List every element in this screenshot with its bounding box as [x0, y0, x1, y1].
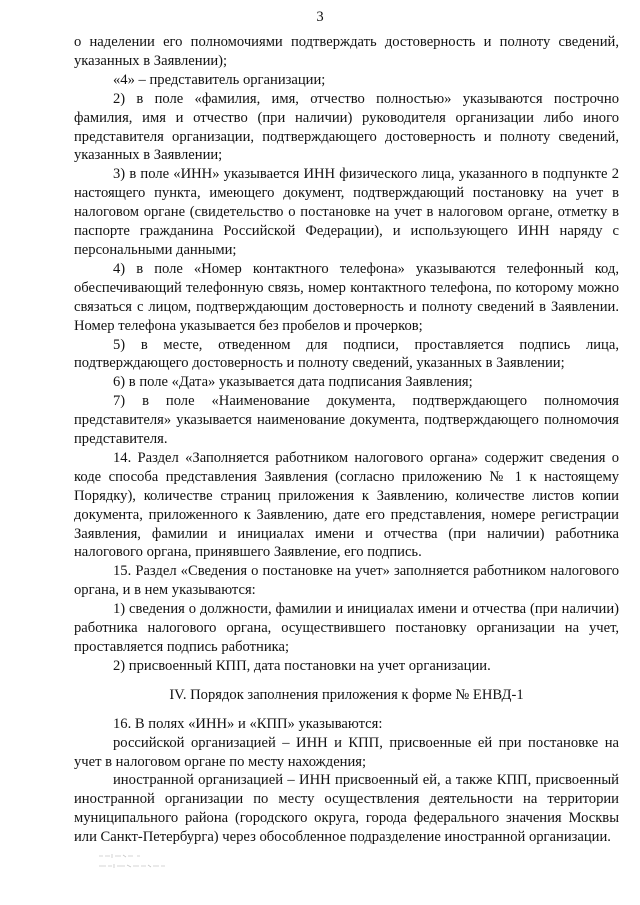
document-body	[74, 33, 619, 847]
paragraph: 15. Раздел «Сведения о постановке на учет» заполняется работником налогового органа, и в нем указываются:	[74, 563, 619, 599]
spacer	[74, 676, 619, 686]
paragraph: 7) в поле «Наименование документа, подтверждающего полномочия представителя» указывается наименование документа, подтверждающего полномочия представителя.	[74, 393, 619, 448]
paragraph: 2) в поле «фамилия, имя, отчество полностью» указываются построчно фамилия, имя и отчество (при наличии) руководителя организации либо иного представителя организации, подтверждающего достоверность и полноту сведений, указанных в Заявлении;	[74, 90, 619, 164]
paragraph: 2) присвоенный КПП, дата постановки на учет организации.	[113, 657, 491, 674]
registration-stamp-image	[72, 851, 232, 873]
paragraph: 5) в месте, отведенном для подписи, проставляется подпись лица, подтверждающего достоверность и полноту сведений, указанных в Заявлении;	[74, 336, 619, 372]
paragraph: «4» – представитель организации;	[113, 71, 326, 88]
paragraph: 14. Раздел «Заполняется работником налогового органа» содержит сведения о коде способа представления Заявления (согласно приложению № 1 к настоящему Порядку), количестве страниц приложения к Заявлению, количестве листов копии документа, приложенного к Заявлению, дате его представления, номере регистрации Заявления, фамилии и инициалах имени и отчества (при наличии) работника налогового органа, принявшего Заявление, его подпись.	[74, 449, 619, 561]
paragraph: 4) в поле «Номер контактного телефона» указываются телефонный код, обеспечивающий телефонную связь, номер контактного телефона, по которому можно связаться с лицом, подтверждающим достоверность и полноту сведений в Заявлении. Номер телефона указывается без пробелов и прочерков;	[74, 260, 619, 334]
paragraph: 16. В полях «ИНН» и «КПП» указываются:	[113, 715, 383, 732]
paragraph: 3) в поле «ИНН» указывается ИНН физического лица, указанного в подпункте 2 настоящего пункта, имеющего документ, подтверждающий постановку на учет в налоговом органе (свидетельство о постановке на учет в налоговом органе, отметку в паспорте гражданина Российской Федерации), и использующего ИНН наряду с персональными данными;	[74, 166, 619, 258]
paragraph: 6) в поле «Дата» указывается дата подписания Заявления;	[113, 374, 473, 391]
spacer	[74, 705, 619, 715]
paragraph: 1) сведения о должности, фамилии и инициалах имени и отчества (при наличии) работника налогового органа, осуществившего постановку организации на учет, проставляется подпись работника;	[74, 601, 619, 655]
paragraph: российской организацией – ИНН и КПП, присвоенные ей при постановке на учет в налоговом органе по месту нахождения;	[74, 734, 619, 770]
paragraph: иностранной организацией – ИНН присвоенный ей, а также КПП, присвоенный иностранной организации по месту осуществления деятельности на территории муниципального района (городского округа, города федерального значения Москвы или Санкт-Петербурга) через обособленное подразделение иностранной организации.	[74, 772, 619, 846]
section-heading: IV. Порядок заполнения приложения к форме № ЕНВД-1	[169, 686, 524, 703]
page-number: 3	[316, 9, 324, 25]
paragraph: о наделении его полномочиями подтверждать достоверность и полноту сведений, указанных в Заявлении);	[74, 34, 619, 69]
